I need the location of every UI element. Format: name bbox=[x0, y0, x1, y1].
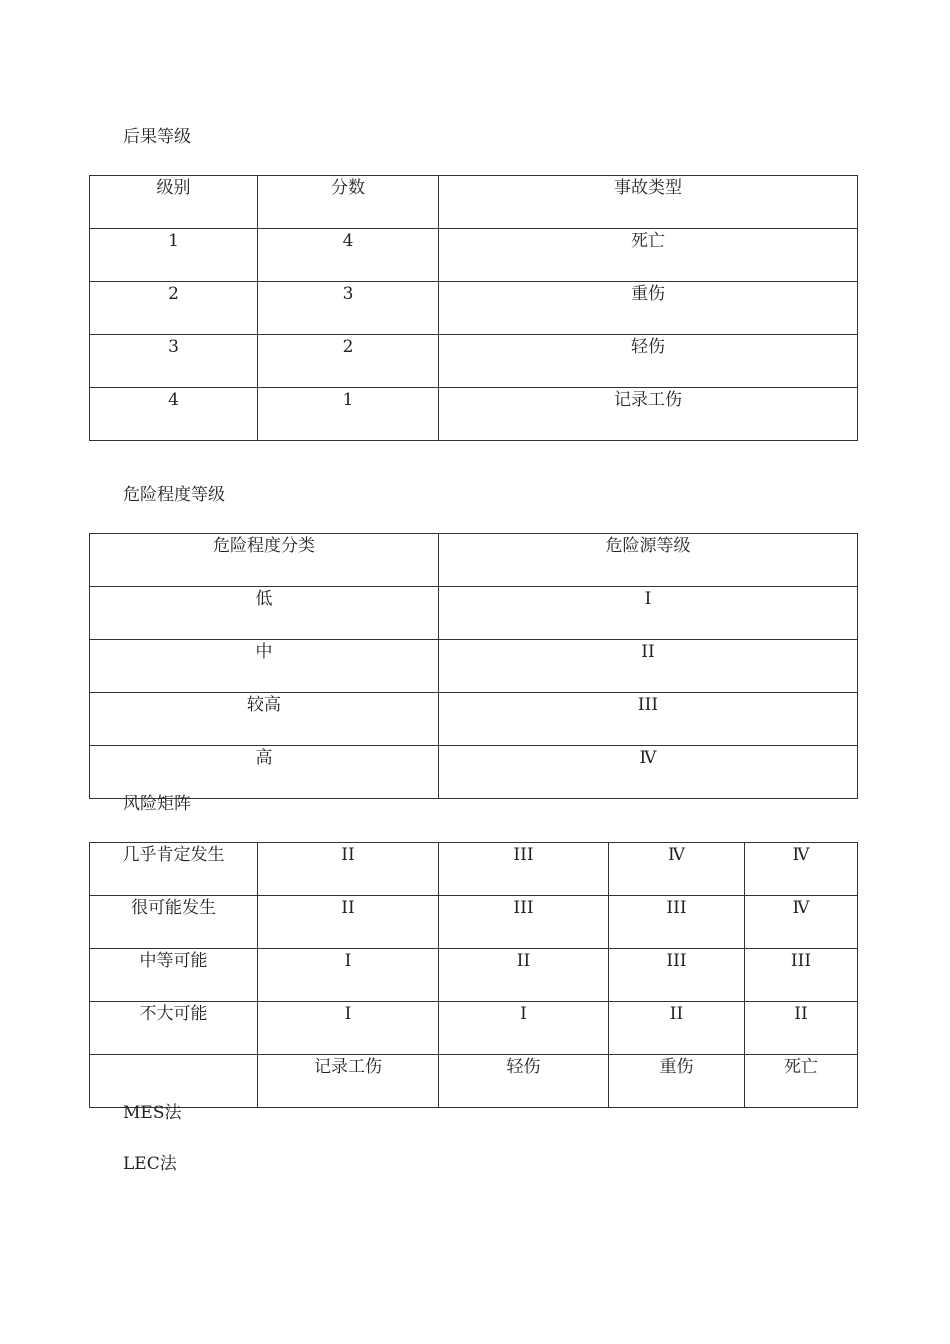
table-cell: 中 bbox=[90, 640, 439, 693]
table-cell: II bbox=[439, 949, 609, 1002]
table-cell: 轻伤 bbox=[439, 335, 858, 388]
table-cell: Ⅳ bbox=[745, 843, 858, 896]
table-cell: 高 bbox=[90, 746, 439, 799]
consequence-level-heading: 后果等级 bbox=[123, 127, 191, 147]
severity-label: 轻伤 bbox=[439, 1055, 609, 1108]
table-cell: I bbox=[258, 1002, 439, 1055]
table-cell: II bbox=[745, 1002, 858, 1055]
table-header-row bbox=[90, 176, 858, 229]
likelihood-label: 很可能发生 bbox=[90, 896, 258, 949]
table-cell: I bbox=[258, 949, 439, 1002]
table-cell: 1 bbox=[90, 229, 258, 282]
table-cell: 4 bbox=[90, 388, 258, 441]
table-row bbox=[90, 282, 858, 335]
risk-matrix-heading: 风险矩阵 bbox=[123, 794, 191, 814]
table-row bbox=[90, 229, 858, 282]
header-cell: 级别 bbox=[90, 176, 258, 229]
table-cell: 死亡 bbox=[439, 229, 858, 282]
table-cell: II bbox=[258, 843, 439, 896]
table-cell: Ⅳ bbox=[439, 746, 858, 799]
severity-footer-row bbox=[90, 1055, 858, 1108]
header-cell: 危险程度分类 bbox=[90, 534, 439, 587]
table-row bbox=[90, 1002, 858, 1055]
table-row bbox=[90, 335, 858, 388]
severity-label: 重伤 bbox=[609, 1055, 745, 1108]
table-cell: 4 bbox=[258, 229, 439, 282]
table-cell: 低 bbox=[90, 587, 439, 640]
consequence-level-table bbox=[89, 175, 858, 441]
table-row bbox=[90, 843, 858, 896]
table-cell: III bbox=[439, 896, 609, 949]
table-row bbox=[90, 640, 858, 693]
table-cell: I bbox=[439, 587, 858, 640]
table-cell: II bbox=[439, 640, 858, 693]
table-header-row bbox=[90, 534, 858, 587]
table-row bbox=[90, 587, 858, 640]
table-cell: III bbox=[609, 896, 745, 949]
table-cell: 3 bbox=[90, 335, 258, 388]
table-cell: III bbox=[439, 693, 858, 746]
table-cell: II bbox=[258, 896, 439, 949]
table-row bbox=[90, 949, 858, 1002]
table-cell: Ⅳ bbox=[609, 843, 745, 896]
severity-label: 死亡 bbox=[745, 1055, 858, 1108]
table-cell: II bbox=[609, 1002, 745, 1055]
danger-level-table bbox=[89, 533, 858, 799]
likelihood-label: 不大可能 bbox=[90, 1002, 258, 1055]
lec-method-heading: LEC法 bbox=[123, 1154, 177, 1174]
table-cell: III bbox=[745, 949, 858, 1002]
table-cell: 重伤 bbox=[439, 282, 858, 335]
table-row bbox=[90, 388, 858, 441]
table-row bbox=[90, 896, 858, 949]
risk-matrix-table bbox=[89, 842, 858, 1108]
table-cell: III bbox=[439, 843, 609, 896]
table-cell: 3 bbox=[258, 282, 439, 335]
table-cell: 较高 bbox=[90, 693, 439, 746]
table-cell: 2 bbox=[258, 335, 439, 388]
table-row bbox=[90, 693, 858, 746]
header-cell: 危险源等级 bbox=[439, 534, 858, 587]
table-cell: 2 bbox=[90, 282, 258, 335]
table-cell: I bbox=[439, 1002, 609, 1055]
mes-method-heading: MES法 bbox=[123, 1103, 182, 1123]
table-cell: Ⅳ bbox=[745, 896, 858, 949]
table-cell: III bbox=[609, 949, 745, 1002]
header-cell: 分数 bbox=[258, 176, 439, 229]
danger-level-heading: 危险程度等级 bbox=[123, 485, 225, 505]
table-row bbox=[90, 746, 858, 799]
likelihood-label: 几乎肯定发生 bbox=[90, 843, 258, 896]
empty-corner-cell bbox=[90, 1055, 258, 1108]
table-cell: 1 bbox=[258, 388, 439, 441]
likelihood-label: 中等可能 bbox=[90, 949, 258, 1002]
header-cell: 事故类型 bbox=[439, 176, 858, 229]
severity-label: 记录工伤 bbox=[258, 1055, 439, 1108]
table-cell: 记录工伤 bbox=[439, 388, 858, 441]
